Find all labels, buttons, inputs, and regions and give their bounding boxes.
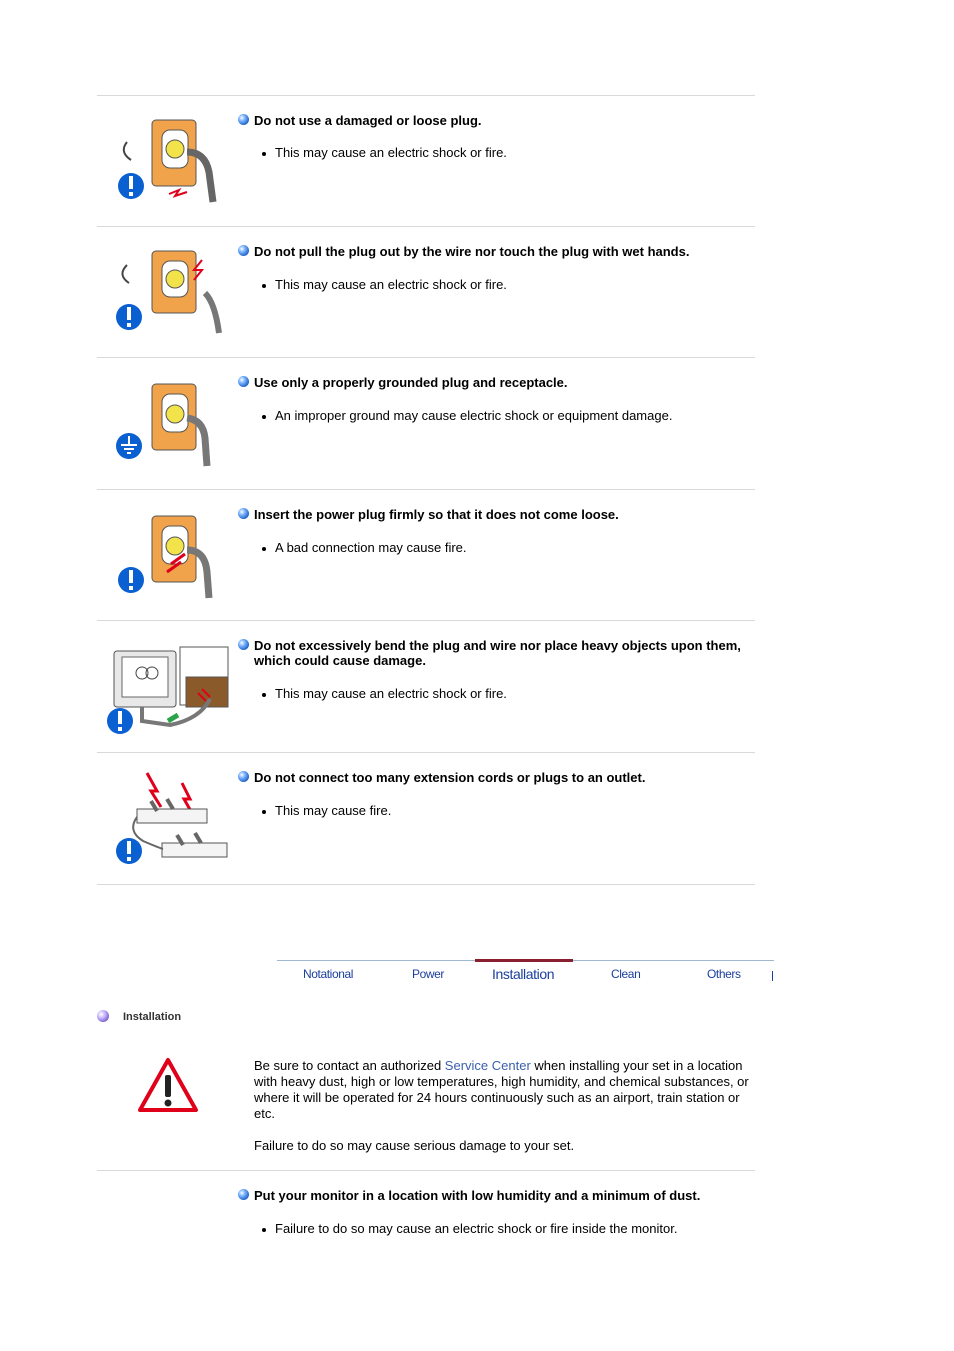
exclamation-icon xyxy=(118,173,144,199)
section-bullet-icon xyxy=(97,1010,109,1022)
item-title: Put your monitor in a location with low humidity and a minimum of dust. xyxy=(238,1188,774,1203)
divider xyxy=(97,226,755,227)
bullet-icon xyxy=(238,771,249,782)
tab-power[interactable]: Power xyxy=(412,967,445,981)
divider xyxy=(97,489,755,490)
divider xyxy=(97,884,755,885)
tab-installation[interactable]: Installation xyxy=(492,966,555,982)
item-title: Do not use a damaged or loose plug. xyxy=(238,113,774,128)
tab-notational[interactable]: Notational xyxy=(303,967,354,981)
installation-notice-2: Failure to do so may cause serious damage to your set. xyxy=(254,1138,575,1153)
item-title: Do not excessively bend the plug and wire nor place heavy objects upon them, which could cause damage. xyxy=(238,638,774,668)
divider xyxy=(97,1170,755,1171)
plug-wet-hands-illustration xyxy=(107,245,232,345)
exclamation-icon xyxy=(116,304,142,330)
item-title: Do not connect too many extension cords or plugs to an outlet. xyxy=(238,770,774,785)
tab-clean[interactable]: Clean xyxy=(611,967,641,981)
item-bullet: Failure to do so may cause an electric shock or fire inside the monitor. xyxy=(275,1221,678,1236)
item-title: Use only a properly grounded plug and receptacle. xyxy=(238,375,774,390)
service-center-link[interactable]: Service Center xyxy=(444,1058,531,1073)
item-title: Insert the power plug firmly so that it does not come loose. xyxy=(238,507,774,522)
tab-separator xyxy=(772,971,773,981)
plug-illustration xyxy=(107,112,232,212)
item-bullet: An improper ground may cause electric shock or equipment damage. xyxy=(275,408,673,423)
grounded-plug-illustration xyxy=(107,378,232,478)
section-tabs xyxy=(277,960,774,989)
bullet-icon xyxy=(238,245,249,256)
exclamation-icon xyxy=(118,567,144,593)
item-title: Do not pull the plug out by the wire nor touch the plug with wet hands. xyxy=(238,244,774,259)
active-tab-indicator xyxy=(475,959,573,962)
divider xyxy=(97,752,755,753)
item-bullet: This may cause an electric shock or fire. xyxy=(275,277,507,292)
bullet-icon xyxy=(238,376,249,387)
installation-notice: Be sure to contact an authorized Service Center when installing your set in a location with heavy dust, high or low temperatures, high humidity, and chemical substances, or where it will be operated for 24 hours continuously such as an airport, train station or etc. xyxy=(254,1058,749,1121)
bullet-icon xyxy=(238,114,249,125)
bullet-icon xyxy=(238,639,249,650)
ground-icon xyxy=(116,433,142,459)
item-bullet: This may cause fire. xyxy=(275,803,392,818)
plug-insert-illustration xyxy=(107,510,232,610)
exclamation-icon xyxy=(107,708,133,734)
divider xyxy=(97,95,755,96)
divider xyxy=(97,357,755,358)
exclamation-icon xyxy=(116,838,142,864)
tab-others[interactable]: Others xyxy=(707,967,741,981)
bullet-icon xyxy=(238,1189,249,1200)
bullet-icon xyxy=(238,508,249,519)
item-bullet: A bad connection may cause fire. xyxy=(275,540,467,555)
bent-cord-illustration xyxy=(102,643,232,743)
item-bullet: This may cause an electric shock or fire. xyxy=(275,145,507,160)
item-bullet: This may cause an electric shock or fire. xyxy=(275,686,507,701)
overloaded-outlet-illustration xyxy=(107,769,232,869)
warning-triangle-icon xyxy=(137,1057,199,1113)
divider xyxy=(97,620,755,621)
